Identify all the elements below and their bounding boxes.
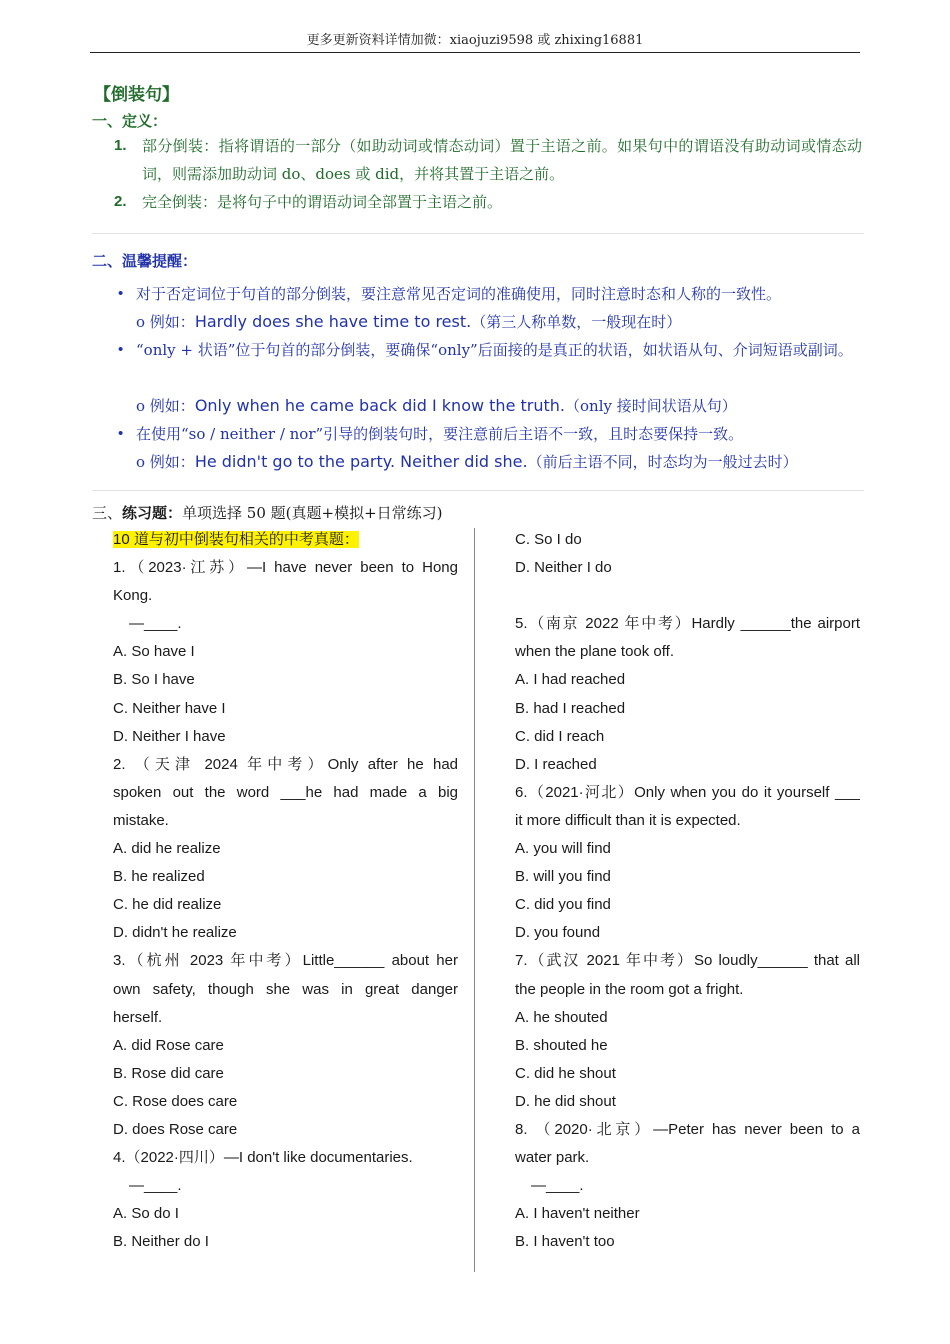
question-line: —____.	[129, 615, 182, 633]
example-prefix: o 例如：	[136, 313, 195, 331]
option-line: A. So do I	[113, 1205, 179, 1223]
option-line: A. you will find	[515, 840, 611, 858]
definition-item-1	[114, 132, 862, 188]
example-prefix: o 例如：	[136, 453, 195, 471]
page-title: 【倒装句】	[94, 85, 179, 105]
question-line: 1.（2023·江苏）—I have never been to Hong	[113, 559, 458, 577]
option-line: B. I haven't too	[515, 1233, 615, 1251]
left-column	[113, 526, 458, 1256]
right-column	[515, 526, 860, 1256]
example-prefix: o 例如：	[136, 397, 195, 415]
option-line: A. I had reached	[515, 671, 626, 689]
option-line: C. he did realize	[113, 896, 222, 914]
option-line: D. didn't he realize	[113, 924, 237, 942]
option-line: C. Neither have I	[113, 699, 226, 717]
question-line: 8. （2020·北京）—Peter has never been to a	[515, 1120, 860, 1138]
option-line: A. So have I	[113, 643, 195, 661]
tip-text: “only + 状语”位于句首的部分倒装，要确保“only”后面接的是真正的状语，如状语从句、介词短语或副词。	[136, 341, 853, 359]
question-line: own safety, though she was in great danger	[113, 980, 458, 998]
option-line: C. did he shout	[515, 1064, 616, 1082]
question-line: —____.	[531, 1177, 584, 1195]
tip-text: 对于否定词位于句首的部分倒装，要注意常见否定词的准确使用，同时注意时态和人称的一致性。	[136, 285, 782, 303]
exercise-heading	[92, 500, 443, 526]
section-divider	[92, 490, 864, 491]
option-line: A. he shouted	[515, 1008, 608, 1026]
option-line: D. does Rose care	[113, 1120, 238, 1138]
question-line: 4.（2022·四川）—I don't like documentaries.	[113, 1149, 413, 1167]
question-line: 7.（武汉 2021 年中考）So loudly______ that all	[515, 952, 860, 970]
option-line: D. he did shout	[515, 1092, 616, 1110]
tip-text: 在使用“so / neither / nor”引导的倒装句时，要注意前后主语不一致，且时态要保持一致。	[136, 425, 744, 443]
tip-example-1	[136, 308, 862, 336]
example-sentence: Hardly does she have time to rest.	[194, 312, 472, 331]
option-line: D. you found	[515, 924, 601, 942]
option-line: D. I reached	[515, 755, 597, 773]
tip-example-2	[136, 392, 862, 420]
option-line: A. did he realize	[113, 840, 221, 858]
definition-heading: 一、定义：	[92, 112, 168, 130]
question-line: Kong.	[113, 587, 153, 605]
question-line: 5.（南京 2022 年中考）Hardly ______the airport	[515, 615, 860, 633]
question-line: when the plane took off.	[515, 643, 675, 661]
question-line: herself.	[113, 1008, 163, 1026]
question-line: spoken out the word ___he had made a big	[113, 783, 458, 801]
tip-item-1	[118, 280, 860, 308]
question-line: the people in the room got a fright.	[515, 980, 744, 998]
example-sentence: He didn't go to the party. Neither did she.	[194, 452, 528, 471]
option-line: A. did Rose care	[113, 1036, 224, 1054]
definition-text: 完全倒装：是将句子中的谓语动词全部置于主语之前。	[142, 193, 503, 211]
option-line: D. Neither I have	[113, 727, 226, 745]
question-line: 6.（2021·河北）Only when you do it yourself ___	[515, 783, 860, 801]
tip-item-2	[118, 336, 860, 364]
example-note: （前后主语不同，时态均为一般过去时）	[527, 453, 798, 471]
option-line: D. Neither I do	[515, 559, 612, 577]
definition-number: 2.	[114, 193, 127, 210]
question-line: 3.（杭州 2023 年中考）Little______ about her	[113, 952, 458, 970]
exercise-heading-desc: 单项选择 50 题(真题+模拟+日常练习)	[182, 504, 443, 522]
question-line: water park.	[515, 1149, 590, 1167]
definition-text: 部分倒装：指将谓语的一部分（如助动词或情态动词）置于主语之前。如果句中的谓语没有助动词或情态动词，则需添加助动词 do、does 或 did，并将其置于主语之前。	[142, 137, 862, 183]
example-sentence: Only when he came back did I know the truth.	[194, 396, 565, 415]
tip-example-3	[136, 448, 862, 476]
question-line: it more difficult than it is expected.	[515, 811, 741, 829]
exercise-heading-prefix: 三、	[92, 504, 123, 522]
example-note: （第三人称单数，一般现在时）	[471, 313, 682, 331]
definition-item-2	[114, 188, 862, 216]
option-line: C. did I reach	[515, 727, 605, 745]
option-line: B. So I have	[113, 671, 195, 689]
tip-item-3	[118, 420, 860, 448]
tips-heading: 二、温馨提醒：	[92, 252, 198, 270]
option-line: B. Rose did care	[113, 1064, 224, 1082]
exercise-heading-label: 练习题：	[122, 504, 183, 522]
blank-line	[515, 582, 860, 610]
option-line: C. So I do	[515, 531, 582, 548]
option-line: A. I haven't neither	[515, 1205, 640, 1223]
question-line: mistake.	[113, 811, 169, 829]
question-line: —____.	[129, 1177, 182, 1195]
option-line: C. did you find	[515, 896, 611, 914]
exam-subheading: 10 道与初中倒装句相关的中考真题：	[113, 531, 359, 548]
bullet-icon: •	[118, 425, 124, 442]
option-line: B. he realized	[113, 868, 205, 886]
option-line: B. will you find	[515, 868, 611, 886]
option-line: B. had I reached	[515, 699, 626, 717]
option-line: C. Rose does care	[113, 1092, 238, 1110]
column-divider	[474, 528, 475, 1272]
question-line: 2. （天津 2024 年中考）Only after he had	[113, 755, 458, 773]
example-note: （only 接时间状语从句）	[565, 397, 737, 415]
option-line: B. Neither do I	[113, 1233, 209, 1251]
definition-number: 1.	[114, 137, 127, 154]
page-header: 更多更新资料详情加微：xiaojuzi9598 或 zhixing16881	[90, 32, 860, 53]
section-divider	[92, 233, 864, 234]
bullet-icon: •	[118, 285, 124, 302]
bullet-icon: •	[118, 341, 124, 358]
option-line: B. shouted he	[515, 1036, 608, 1054]
